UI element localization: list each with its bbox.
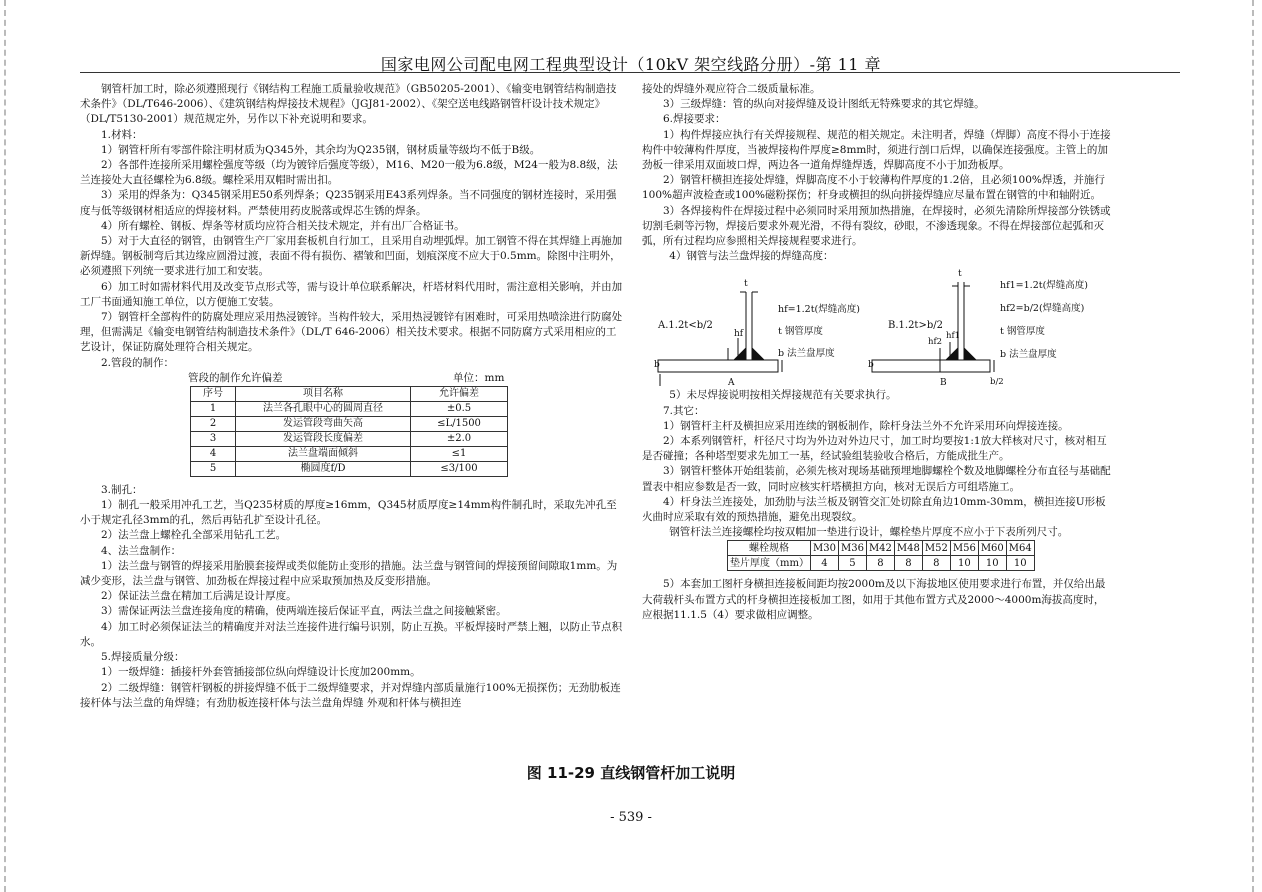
materials-item-4: 4）所有螺栓、钢板、焊条等材质均应符合相关技术规定，并有出厂合格证书。 [101, 219, 465, 232]
section-mark-a: A [728, 378, 735, 389]
tolerance-table-caption: 管段的制作允许偏差 [188, 371, 283, 384]
weld-height-diagram [642, 264, 1112, 388]
table-cell: 4 [811, 556, 839, 571]
table-cell: ±0.5 [411, 401, 508, 416]
weld-grade-continuation: 接处的焊缝外观应符合二级质量标准。 [642, 83, 821, 95]
b-label-a: b [654, 360, 660, 371]
table-cell: 10 [1006, 556, 1034, 571]
figure-caption: 图 11-29 直线钢管杆加工说明 [526, 764, 736, 782]
right-margin-guide [1252, 0, 1254, 892]
tolerance-table [190, 386, 508, 477]
t-label-b: t [958, 269, 962, 280]
other-item-4: 4）杆身法兰连接处，加劲肋与法兰板及钢管交汇处切除直角边10mm-30mm，横担连接U形板火曲时应采取有效的预热措施，避免出现裂纹。 [642, 495, 1106, 524]
right-column [642, 82, 1112, 623]
hf1-label-b: hf1 [946, 331, 961, 342]
table-cell: ≤3/100 [411, 461, 508, 476]
table-cell: 10 [950, 556, 978, 571]
diagram-a-condition: A.1.2t<b/2 [658, 320, 713, 332]
diagram-b [868, 269, 1088, 388]
table-row [191, 431, 508, 446]
weld-req-item-2: 2）钢管杆横担连接处焊缝，焊脚高度不小于较薄构件厚度的1.2倍，且必须100%焊透，并施行100%超声波检查或100%磁粉探伤；杆身或横担的纵向拼接焊缝应尽量布置在钢管的中和轴附近。 [642, 174, 1105, 202]
legend-b-b: b 法兰盘厚度 [1000, 349, 1057, 361]
materials-item-3: 3）采用的焊条为：Q345钢采用E50系列焊条；Q235钢采用E43系列焊条。当不同强度的钢材连接时，采用强度与低等级钢材相适应的焊接材料。严禁使用药皮脱落或焊芯生锈的焊条。 [80, 189, 617, 217]
weld-grade-item-1: 1）一级焊缝：插接杆外套管插接部位纵向焊缝设计长度加200mm。 [101, 666, 421, 679]
table-cell: M64 [1006, 541, 1034, 556]
flange-item-2: 2）保证法兰盘在精加工后满足设计厚度。 [101, 590, 297, 603]
section-holes-heading: 3.制孔： [101, 483, 143, 496]
section-weld-grade-heading: 5.焊接质量分级： [101, 651, 185, 664]
table-cell: 2 [191, 416, 236, 431]
flange-item-1: 1）法兰盘与钢管的焊接采用胎膜套接焊或类似能防止变形的措施。法兰盘与钢管间的焊接预留间隙取1mm。为减少变形，法兰盘与钢管、加劲板在焊接过程中应采取预加热及反变形措施。 [80, 559, 618, 588]
weld-req-item-3: 3）各焊接构件在焊接过程中必须同时采用预加热措施，在焊接时，必须先清除所焊接部分铁锈或切割毛刺等污物，焊接后要求外观光滑，不得有裂纹，砂眼，不渗透现象。不得在焊接部位起弧和灭弧，所有过程均应参照相关焊接规程要求进行。 [642, 204, 1111, 248]
materials-item-1: 1）钢管杆所有零部件除注明材质为Q345外，其余均为Q235钢，钢材质量等级均不低于B级。 [101, 143, 541, 156]
table-header-cell: 项目名称 [236, 386, 411, 401]
materials-item-6: 6）加工时如需材料代用及改变节点形式等，需与设计单位联系解决，杆塔材料代用时，需注意相关影响，并由加工厂书面通知施工单位，以方便施工安装。 [80, 280, 623, 308]
materials-item-5: 5）对于大直径的钢管，由钢管生产厂家用套板机自行加工，且采用自动埋弧焊。加工钢管不得在其焊缝上再施加新焊缝。钢板制弯后其边缘应圆滑过渡，表面不得有损伤、褶皱和凹面，划痕深度不应大于0.5mm。除图中注明外，必须遵照下列统一要求进行加工和安装。 [80, 235, 623, 278]
section-mark-b: B [940, 378, 947, 389]
table-cell: 发运管段长度偏差 [236, 431, 411, 446]
table-cell: M30 [811, 541, 839, 556]
weld-fillet-left-b [946, 348, 958, 360]
page-number: - 539 - [610, 810, 652, 825]
other-item-1: 1）钢管杆主杆及横担应采用连续的钢板制作，除杆身法兰外不允许采用环向焊接连接。 [663, 419, 1069, 432]
table-cell: 5 [191, 461, 236, 476]
table-row [191, 416, 508, 431]
diagram-a [654, 279, 860, 388]
other-item-2: 2）本系列钢管杆，杆径尺寸均为外边对外边尺寸，加工时均要按1:1放大样核对尺寸，核对相互是否碰撞；各种塔型要求先加工一基，经试验组装验收合格后，方能成批生产。 [642, 435, 1107, 463]
holes-item-2: 2）法兰盘上螺栓孔全部采用钻孔工艺。 [101, 529, 287, 542]
page-header-title: 国家电网公司配电网工程典型设计（10kV 架空线路分册）-第 11 章 [380, 55, 882, 74]
bolt-washer-table [727, 540, 1035, 571]
flange-plate-a [658, 360, 778, 372]
weld-grade-item-3: 3）三级焊缝：管的纵向对接焊缝及设计图纸无特殊要求的其它焊缝。 [663, 98, 985, 111]
tolerance-table-caption-row [80, 371, 625, 386]
table-cell: 法兰盘端面倾斜 [236, 446, 411, 461]
legend-b-hf2: hf2=b/2(焊缝高度) [1000, 303, 1085, 315]
weld-req-item-5: 5）未尽焊接说明按相关焊接规范有关要求执行。 [669, 389, 897, 402]
table-cell: 法兰各孔眼中心的圆周直径 [236, 401, 411, 416]
left-column [80, 82, 625, 711]
weld-req-item-1: 1）构件焊接应执行有关焊接规程、规范的相关规定。未注明者，焊缝（焊脚）高度不得小于连接构件中较薄构件厚度，当被焊接构件厚度≥8mm时，须进行剖口后焊，以确保连接强度。主管上的加劲板一律采用双面坡口焊，两边各一道角焊缝焊透，焊脚高度不小于加劲板厚。 [642, 128, 1111, 172]
intro-paragraph: 钢管杆加工时，除必须遵照现行《钢结构工程施工质量验收规范》（GB50205-2001）、《输变电钢管结构制造技术条件》（DL/T646-2006）、《建筑钢结构焊接技术规程》（JGJ81-2002）、《架空送电线路钢管杆设计技术规定》（DL/T5130-2001）规范规定外，另作以下补充说明和要求。 [80, 83, 617, 126]
materials-item-7: 7）钢管杆全部构件的防腐处理应采用热浸镀锌。当构件较大，采用热浸镀锌有困难时，可采用热喷涂进行防腐处理，但需满足《输变电钢管结构制造技术条件》（DL/T 646-2006）相关技术要求。根据不同防腐方式采用相应的工艺设计，保证防腐处理符合相关规定。 [80, 311, 623, 354]
table-cell: M52 [922, 541, 950, 556]
header-rule [80, 72, 1180, 73]
table-cell: M42 [866, 541, 894, 556]
b2-label-b: b/2 [990, 377, 1004, 388]
section-weld-req-heading: 6.焊接要求： [663, 113, 726, 126]
other-item-3: 3）钢管杆整体开始组装前，必须先核对现场基础预埋地脚螺栓个数及地脚螺栓分布直径与基础配置表中相应参数是否一致，同时应核实杆塔横担方向，核对无误后方可组塔施工。 [642, 465, 1111, 493]
diagram-b-condition: B.1.2t>b/2 [888, 320, 943, 332]
legend-a-hf: hf=1.2t(焊缝高度) [778, 304, 860, 316]
table-cell: 螺栓规格 [728, 541, 811, 556]
table-row [191, 461, 508, 476]
section-flange-heading: 4、法兰盘制作： [101, 544, 182, 557]
bolt-washer-note: 钢管杆法兰连接螺栓均按双帽加一垫进行设计，螺栓垫片厚度不应小于下表所列尺寸。 [669, 526, 1069, 539]
weld-fillet-left-a [734, 348, 746, 360]
weld-fillet-right-a [752, 348, 764, 360]
table-row [191, 446, 508, 461]
weld-grade-item-2: 2）二级焊缝：钢管杆钢板的拼接焊缝不低于二级焊缝要求，并对焊缝内部质量施行100%无损探伤；无劲肋板连接杆体与法兰盘的角焊缝；有劲肋板连接杆体与法兰盘角焊缝 外观和杆体与横担连 [80, 681, 621, 709]
flange-plate-b [872, 360, 990, 372]
table-cell: 8 [922, 556, 950, 571]
holes-item-1: 1）制孔一般采用冲孔工艺，当Q235材质的厚度≥16mm，Q345材质厚度≥14mm构件制孔时，采取先冲孔至小于规定孔径3mm的孔，然后再钻孔扩至设计孔径。 [80, 499, 617, 527]
table-cell: M36 [838, 541, 866, 556]
legend-a-t: t 钢管厚度 [778, 326, 823, 338]
table-cell: 8 [866, 556, 894, 571]
table-header-row [191, 386, 508, 401]
table-row [728, 541, 1035, 556]
table-cell: 4 [191, 446, 236, 461]
legend-b-t: t 钢管厚度 [1000, 326, 1045, 338]
table-cell: M56 [950, 541, 978, 556]
table-cell: ≤L/1500 [411, 416, 508, 431]
other-item-5: 5）本套加工图杆身横担连接板间距均按2000m及以下海拔地区使用要求进行布置，并仅给出最大荷载杆头布置方式的杆身横担连接板加工图，如用于其他布置方式及2000～4000m海拔高度时，应根据11.1.5（4）要求做相应调整。 [642, 578, 1106, 621]
b-label-b: b [868, 360, 874, 371]
left-margin-guide [4, 0, 6, 892]
hf-label-a: hf [734, 329, 744, 340]
table-cell: 发运管段弯曲矢高 [236, 416, 411, 431]
table-cell: M48 [894, 541, 922, 556]
section-materials-heading: 1.材料： [101, 128, 143, 141]
section-pipe-heading: 2.管段的制作： [101, 356, 175, 369]
hf2-label-b: hf2 [928, 337, 943, 348]
table-cell: 椭圆度f/D [236, 461, 411, 476]
weld-fillet-right-b [964, 348, 976, 360]
table-cell: 8 [894, 556, 922, 571]
materials-item-2: 2）各部件连接所采用螺栓强度等级（均为镀锌后强度等级），M16、M20一般为6.8级，M24一般为8.8级，法兰连接处大直径螺栓为6.8级。螺栓采用双帽时需出扣。 [80, 159, 618, 187]
table-cell: 5 [838, 556, 866, 571]
table-cell: 10 [978, 556, 1006, 571]
table-cell: 1 [191, 401, 236, 416]
table-cell: 3 [191, 431, 236, 446]
table-cell: ±2.0 [411, 431, 508, 446]
table-cell: ≤1 [411, 446, 508, 461]
tolerance-table-unit: 单位：mm [453, 371, 505, 384]
flange-item-3: 3）需保证两法兰盘连接角度的精确，使两端连接后保证平直，两法兰盘之间接触紧密。 [101, 605, 507, 618]
section-other-heading: 7.其它： [663, 404, 705, 417]
table-header-cell: 允许偏差 [411, 386, 508, 401]
legend-a-b: b 法兰盘厚度 [778, 348, 835, 360]
flange-item-4: 4）加工时必须保证法兰的精确度并对法兰连接件进行编号识别，防止互换。平板焊接时严禁上翘，以防止节点积水。 [80, 620, 623, 648]
table-header-cell: 序号 [191, 386, 236, 401]
table-cell: M60 [978, 541, 1006, 556]
legend-b-hf1: hf1=1.2t(焊缝高度) [1000, 280, 1088, 292]
table-row [728, 556, 1035, 571]
t-label-a: t [744, 279, 748, 290]
table-row [191, 401, 508, 416]
weld-req-item-4: 4）钢管与法兰盘焊接的焊缝高度： [669, 250, 834, 263]
table-cell: 垫片厚度（mm） [728, 556, 811, 571]
